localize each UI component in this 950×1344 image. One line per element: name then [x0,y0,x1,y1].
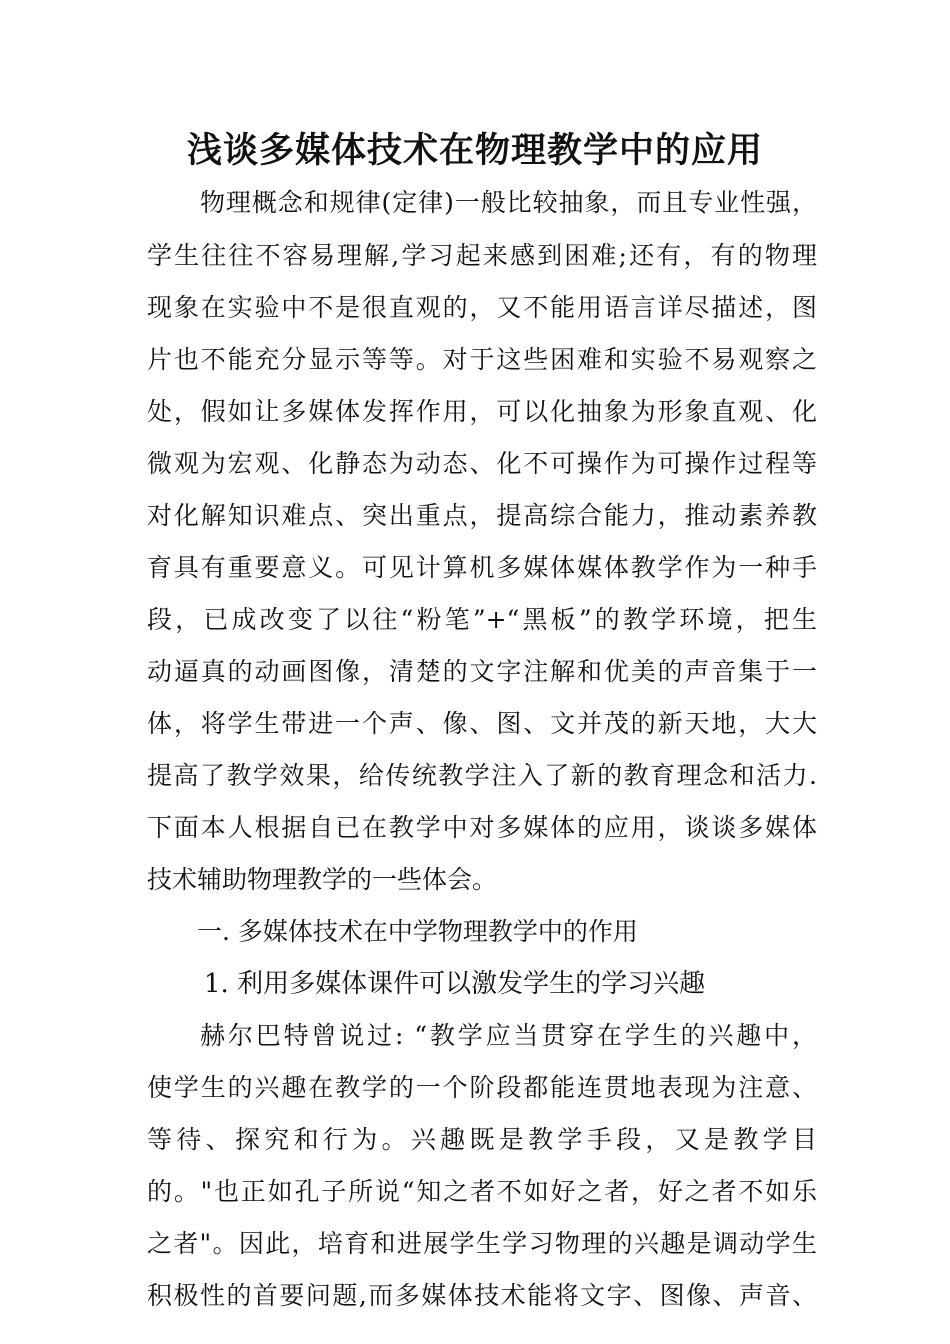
paragraph-line: 技术辅助物理教学的一些体会。 [147,865,498,894]
paragraph-line: 处，假如让多媒体发挥作用，可以化抽象为形象直观、化 [147,397,817,426]
paragraph-line: 积极性的首要问题,而多媒体技术能将文字、图像、声音、 [147,1281,817,1310]
subsection-heading: 1. 利用多媒体课件可以激发学生的学习兴趣 [204,969,706,999]
paragraph-line: 的。"也正如孔子所说“知之者不如好之者，好之者不如乐 [147,1177,817,1206]
paragraph-line: 育具有重要意义。可见计算机多媒体媒体教学作为一种手 [147,553,817,582]
paragraph-line: 之者"。因此，培育和进展学生学习物理的兴趣是调动学生 [147,1229,817,1258]
paragraph-line: 动逼真的动画图像，清楚的文字注解和优美的声音集于一 [147,657,817,686]
paragraph-line: 体，将学生带进一个声、像、图、文并茂的新天地，大大 [147,709,817,738]
paragraph-line: 微观为宏观、化静态为动态、化不可操作为可操作过程等 [147,449,817,478]
paragraph-line: 片也不能充分显示等等。对于这些困难和实验不易观察之 [147,345,817,374]
paragraph-line: 段，已成改变了以往“粉笔”+“黑板”的教学环境，把生 [147,605,817,634]
paragraph-line: 赫尔巴特曾说过: “教学应当贯穿在学生的兴趣中， [200,1021,817,1050]
paragraph-line: 对化解知识难点、突出重点，提高综合能力，推动素养教 [147,501,817,530]
paragraph-line: 等待、探究和行为。兴趣既是教学手段，又是教学目 [147,1125,817,1154]
document-title: 浅谈多媒体技术在物理教学中的应用 [186,130,763,171]
paragraph-line: 使学生的兴趣在教学的一个阶段都能连贯地表现为注意、 [147,1073,817,1102]
paragraph-line: 物理概念和规律(定律)一般比较抽象，而且专业性强， [200,188,817,217]
paragraph-line: 现象在实验中不是很直观的，又不能用语言详尽描述，图 [147,293,817,322]
paragraph-line: 学生往往不容易理解,学习起来感到困难;还有，有的物理 [147,241,817,270]
section-heading: 一. 多媒体技术在中学物理教学中的作用 [197,917,638,946]
paragraph-line: 提高了教学效果，给传统教学注入了新的教育理念和活力. [147,761,817,790]
paragraph-line: 下面本人根据自已在教学中对多媒体的应用，谈谈多媒体 [147,813,817,842]
